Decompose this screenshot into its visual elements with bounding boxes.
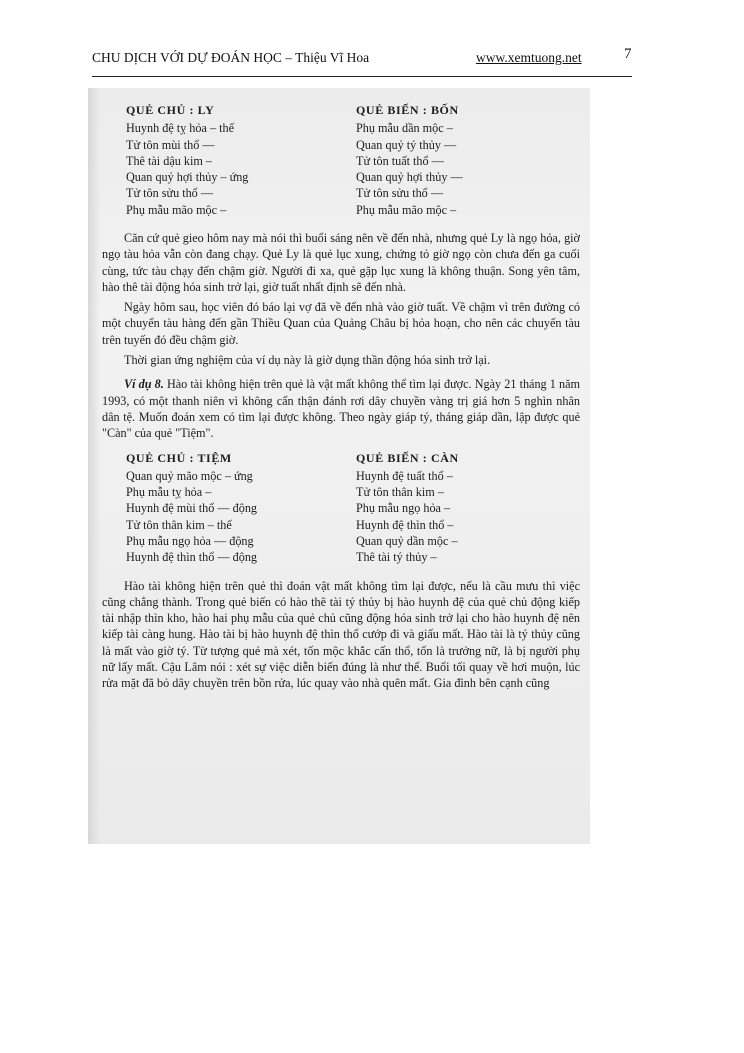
- hexagram-line: Thê tài dậu kim –: [126, 153, 212, 168]
- hexagram-line: Tử tôn mùi thổ —: [126, 137, 215, 152]
- scanned-text: [102, 102, 580, 692]
- scanned-page: [88, 88, 590, 844]
- hexagram-line: Phụ mẫu dần mộc –: [356, 121, 453, 136]
- hexagram-line: Quan quỷ dần mộc –: [356, 534, 458, 549]
- hexagram-line: Phụ mẫu tỵ hỏa –: [126, 485, 212, 500]
- hexagram-line: Huynh đệ tuất thổ –: [356, 468, 453, 483]
- hexagram-line: Tử tôn tuất thổ —: [356, 153, 444, 168]
- hexagram-line: Quan quỷ hợi thủy —: [356, 170, 463, 185]
- hexagram-set-2: [102, 450, 580, 578]
- paragraph: Căn cứ quẻ gieo hôm nay mà nói thì buổi sáng nên về đến nhà, nhưng quẻ Ly là ngọ hỏa, giờ ngọ tàu hỏa vẫn còn đang chạy. Quẻ Ly là quẻ lục xung, chứng tỏ giờ ngọ còn chưa đến ga cuối cùng, tức tàu chạy đến chậm giờ. Người đi xa, quẻ gặp lục xung là không thuận. Song yên tâm, hào thê tài động hóa sinh trở lại, giờ tuất nhất định sẽ đến nhà.: [102, 231, 580, 294]
- hexagram-set-1: [102, 102, 580, 230]
- page-header: [92, 46, 632, 76]
- hexagram-line: Phụ mẫu ngọ hỏa — động: [126, 534, 254, 549]
- hexagram-line: Phụ mẫu ngọ hỏa –: [356, 501, 451, 516]
- changed-hexagram-can: [356, 450, 459, 566]
- changed-hexagram-bon: [356, 102, 463, 218]
- example-text: Hào tài không hiện trên quẻ là vật mất không thể tìm lại được. Ngày 21 tháng 1 năm 1993, có một thanh niên vì không cẩn thận đánh rơi dây chuyền vàng trị giá hơn 5 nghìn nhân dân tệ. Muốn đoán xem có tìm lại được không. Theo ngày giáp tý, tháng giáp dần, lập được quẻ "Càn" của quẻ "Tiệm".: [102, 377, 581, 441]
- hexagram-line: Quan quỷ tý thủy —: [356, 137, 457, 152]
- hexagram-title: QUẺ BIẾN : CÀN: [356, 450, 459, 465]
- paragraph: Ngày hôm sau, học viên đó báo lại vợ đã về đến nhà vào giờ tuất. Về chậm vì trên đường có một chuyến tàu hàng đến gần Thiều Quan của Quảng Châu bị hỏa hoạn, cho nên các chuyến tàu trên tuyến đó đều chậm giờ.: [102, 300, 580, 347]
- hexagram-line: Tử tôn thân kim –: [356, 485, 444, 500]
- hexagram-line: Tử tôn sửu thổ —: [356, 186, 444, 201]
- example-8-paragraph: [102, 376, 580, 441]
- hexagram-line: Huynh đệ thìn thổ –: [356, 517, 454, 532]
- main-hexagram-ly: [126, 102, 248, 218]
- hexagram-line: Tử tôn thân kim – thế: [126, 517, 232, 532]
- book-title: CHU DỊCH VỚI DỰ ĐOÁN HỌC – Thiệu Vĩ Hoa: [92, 50, 370, 65]
- paragraph: Hào tài không hiện trên quẻ thì đoán vật mất không tìm lại được, nếu là cầu mưu thì việc cũng chẳng thành. Trong quẻ biến có hào thê tài tý thủy bị hào huynh đệ của quẻ chủ động kiếp tài nhập thìn kho, hào hai phụ mẫu của quẻ chủ cũng động hóa sinh trở lại cho hào huynh đệ nên kiếp tài càng hung. Hào tài bị hào huynh đệ thìn thổ cướp đi và giấu mất. Hào tài là tý thủy cũng là mất vào giờ tý. Từ tượng quẻ mà xét, tốn mộc khắc cấn thổ, tốn là trưởng nữ, là bị người phụ nữ lấy mất. Cậu Lâm nói : xét sự việc diễn biến đúng là như thế. Buổi tối quay về hơi muộn, lúc rửa mặt đã bỏ dây chuyền trên bồn rửa, lúc quay vào nhà quên mất. Gia đình bên cạnh cũng: [102, 578, 580, 691]
- example-label: Ví dụ 8.: [124, 377, 164, 392]
- main-hexagram-tiem: [126, 450, 257, 566]
- hexagram-line: Quan quỷ mão mộc – ứng: [126, 468, 253, 483]
- hexagram-line: Phụ mẫu mão mộc –: [356, 202, 457, 217]
- header-divider: [92, 76, 632, 77]
- page-number: 7: [624, 46, 632, 62]
- paragraph: Thời gian ứng nghiệm của ví dụ này là giờ dụng thần động hóa sinh trở lại.: [124, 353, 491, 368]
- website-link[interactable]: www.xemtuong.net: [476, 50, 582, 65]
- hexagram-line: Quan quỷ hợi thủy – ứng: [126, 170, 249, 185]
- hexagram-title: QUẺ CHỦ : TIỆM: [126, 450, 232, 465]
- hexagram-line: Thê tài tý thủy –: [356, 550, 437, 565]
- hexagram-line: Huynh đệ tỵ hỏa – thế: [126, 121, 234, 136]
- hexagram-line: Tử tôn sửu thổ —: [126, 186, 214, 201]
- hexagram-title: QUẺ BIẾN : BỐN: [356, 103, 459, 117]
- hexagram-line: Huynh đệ thìn thổ — động: [126, 550, 258, 565]
- hexagram-line: Huynh đệ mùi thổ — động: [126, 501, 258, 516]
- hexagram-line: Phụ mẫu mão mộc –: [126, 202, 227, 217]
- hexagram-title: QUẺ CHỦ : LY: [126, 103, 215, 117]
